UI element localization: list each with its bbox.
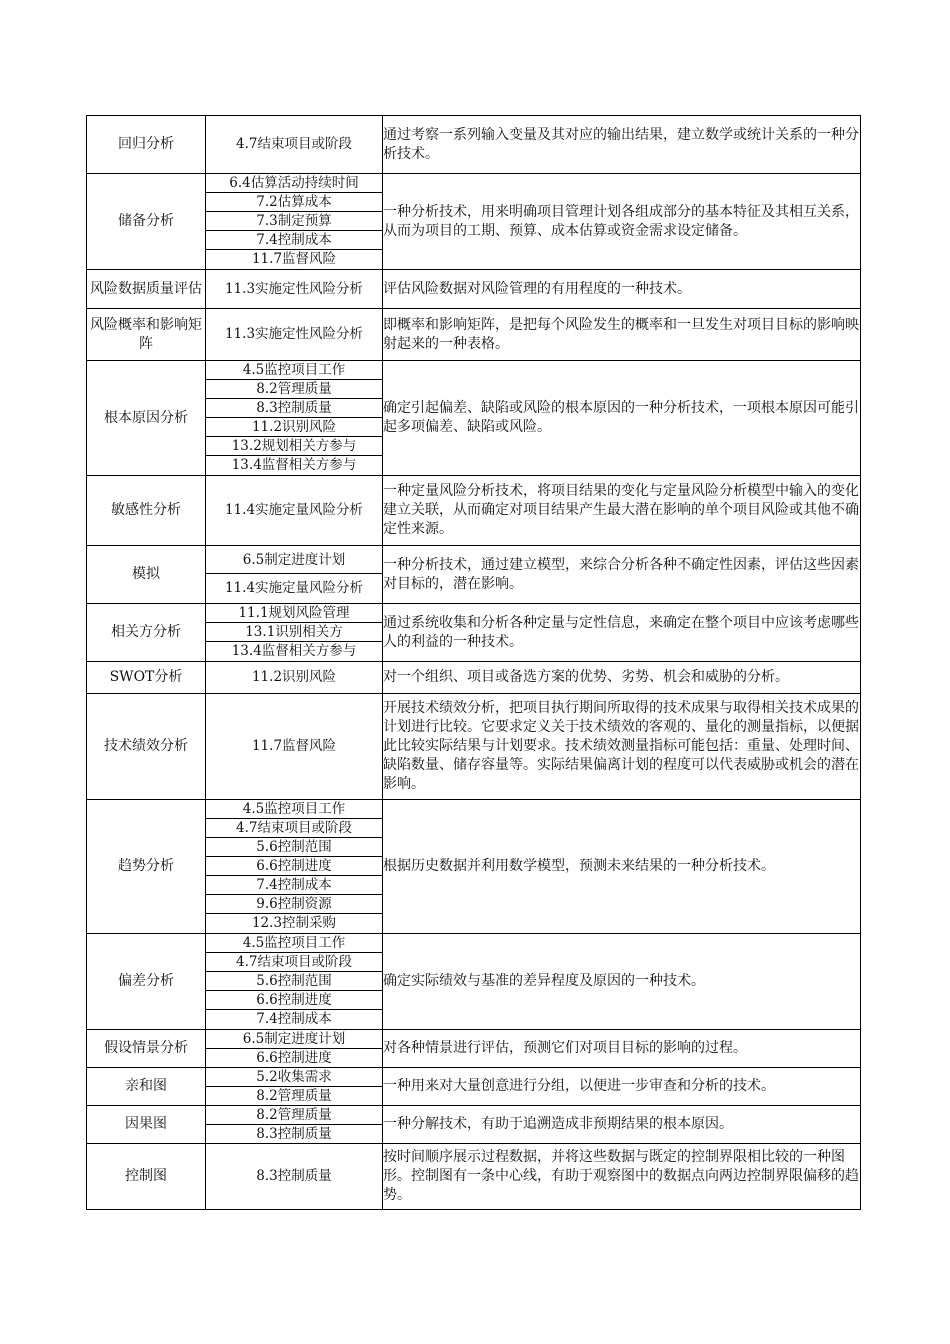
description: 按时间顺序展示过程数据，并将这些数据与既定的控制界限相比较的一种图形。控制图有一条中心线，有助于观察图中的数据点向两边控制界限偏移的趋势。 [383,1144,861,1210]
process-item: 4.7结束项目或阶段 [206,953,382,972]
process-item: 6.6控制进度 [206,991,382,1010]
process-item: 6.5制定进度计划 [206,546,382,574]
table-row [87,1106,861,1144]
process-item: 8.2管理质量 [256,1088,332,1104]
process-item: 8.2管理质量 [206,1106,382,1125]
process-item: 6.6控制进度 [206,857,382,876]
tool-name: 偏差分析 [87,934,206,1030]
process-item: 11.7监督风险 [251,738,337,754]
process-item: 8.3控制质量 [206,399,382,418]
process-cell [206,800,383,934]
process-item: 6.4估算活动持续时间 [206,174,382,193]
description: 评估风险数据对风险管理的有用程度的一种技术。 [383,270,861,309]
process-item: 11.4实施定量风险分析 [224,502,364,518]
process-item: 4.5监控项目工作 [206,361,382,380]
tool-name: SWOT分析 [87,662,206,694]
pm-tools-table [86,115,861,1210]
process-item: 5.6控制范围 [206,838,382,857]
process-item: 8.3控制质量 [256,1126,332,1142]
table-row [87,1144,861,1210]
table-row [87,662,861,694]
process-item: 11.3实施定性风险分析 [224,326,364,342]
table-row [87,934,861,1030]
process-item: 5.2收集需求 [206,1068,382,1087]
process-cell [206,361,383,476]
description: 确定引起偏差、缺陷或风险的根本原因的一种分析技术，一项根本原因可能引起多项偏差、缺陷或风险。 [383,361,861,476]
process-cell [206,1106,383,1144]
tool-name: 模拟 [87,546,206,604]
process-item: 8.3控制质量 [256,1168,332,1184]
description: 即概率和影响矩阵，是把每个风险发生的概率和一旦发生对项目目标的影响映射起来的一种表格。 [383,309,861,361]
table-row [87,604,861,662]
process-item: 11.1规划风险管理 [206,604,382,623]
process-item: 13.1识别相关方 [206,623,382,642]
process-item: 4.5监控项目工作 [206,800,382,819]
tool-name: 风险数据质量评估 [87,270,206,309]
process-item: 13.2规划相关方参与 [206,437,382,456]
process-item: 7.4控制成本 [206,876,382,895]
tool-name: 相关方分析 [87,604,206,662]
table-row [87,800,861,934]
description: 对一个组织、项目或备选方案的优势、劣势、机会和威胁的分析。 [383,662,861,694]
process-item: 4.7结束项目或阶段 [236,136,352,152]
description: 开展技术绩效分析，把项目执行期间所取得的技术成果与取得相关技术成果的计划进行比较。它要求定义关于技术绩效的客观的、量化的测量指标，以便据此比较实际结果与计划要求。技术绩效测量指标可能包括：重量、处理时间、缺陷数量、储存容量等。实际结果偏离计划的程度可以代表威胁或机会的潜在影响。 [383,694,861,800]
description: 一种分析技术，通过建立模型，来综合分析各种不确定性因素，评估这些因素对目标的，潜在影响。 [383,546,861,604]
process-item: 5.6控制范围 [206,972,382,991]
tool-name: 技术绩效分析 [87,694,206,800]
table-row [87,546,861,604]
process-cell [206,1068,383,1106]
process-cell [206,1144,383,1210]
tool-name: 风险概率和影响矩阵 [87,309,206,361]
description: 通过考察一系列输入变量及其对应的输出结果，建立数学或统计关系的一种分析技术。 [383,116,861,174]
process-cell [206,662,383,694]
tool-name: 因果图 [87,1106,206,1144]
table-row [87,270,861,309]
description: 根据历史数据并利用数学模型，预测未来结果的一种分析技术。 [383,800,861,934]
process-item: 8.2管理质量 [206,380,382,399]
description: 一种用来对大量创意进行分组，以便进一步审查和分析的技术。 [383,1068,861,1106]
process-item: 7.4控制成本 [256,1011,332,1027]
process-item: 6.6控制进度 [256,1050,332,1066]
tool-name: 储备分析 [87,174,206,270]
description: 对各种情景进行评估，预测它们对项目目标的影响的过程。 [383,1030,861,1068]
process-item: 11.3实施定性风险分析 [224,281,364,297]
process-cell [206,476,383,546]
process-cell [206,1030,383,1068]
description: 确定实际绩效与基准的差异程度及原因的一种技术。 [383,934,861,1030]
process-item: 11.2识别风险 [206,418,382,437]
process-item: 4.7结束项目或阶段 [206,819,382,838]
description: 一种分析技术，用来明确项目管理计划各组成部分的基本特征及其相互关系，从而为项目的工期、预算、成本估算或资金需求设定储备。 [383,174,861,270]
table-row [87,361,861,476]
tool-name: 根本原因分析 [87,361,206,476]
description: 通过系统收集和分析各种定量与定性信息，来确定在整个项目中应该考虑哪些人的利益的一种技术。 [383,604,861,662]
table-row [87,116,861,174]
process-item: 11.7监督风险 [251,251,337,267]
tool-name: 敏感性分析 [87,476,206,546]
process-item: 13.4监督相关方参与 [231,457,357,473]
table-row [87,1068,861,1106]
process-item: 9.6控制资源 [206,895,382,914]
process-cell [206,694,383,800]
process-cell [206,174,383,270]
process-item: 11.4实施定量风险分析 [224,580,364,596]
tool-name: 控制图 [87,1144,206,1210]
process-cell [206,934,383,1030]
process-item: 7.2估算成本 [206,193,382,212]
process-cell [206,309,383,361]
process-item: 7.4控制成本 [206,231,382,250]
description: 一种定量风险分析技术，将项目结果的变化与定量风险分析模型中输入的变化建立关联，从而确定对项目结果产生最大潜在影响的单个项目风险或其他不确定性来源。 [383,476,861,546]
table-row [87,309,861,361]
process-cell [206,270,383,309]
table-row [87,476,861,546]
table-row [87,694,861,800]
process-item: 13.4监督相关方参与 [231,643,357,659]
tool-name: 亲和图 [87,1068,206,1106]
process-item: 12.3控制采购 [251,915,337,931]
process-item: 11.2识别风险 [251,669,337,685]
tool-name: 假设情景分析 [87,1030,206,1068]
tool-name: 回归分析 [87,116,206,174]
table-row [87,1030,861,1068]
tool-name: 趋势分析 [87,800,206,934]
process-cell [206,116,383,174]
process-cell [206,604,383,662]
table-row [87,174,861,270]
process-item: 7.3制定预算 [206,212,382,231]
process-item: 6.5制定进度计划 [206,1030,382,1049]
process-cell [206,546,383,604]
description: 一种分解技术，有助于追溯造成非预期结果的根本原因。 [383,1106,861,1144]
process-item: 4.5监控项目工作 [206,934,382,953]
